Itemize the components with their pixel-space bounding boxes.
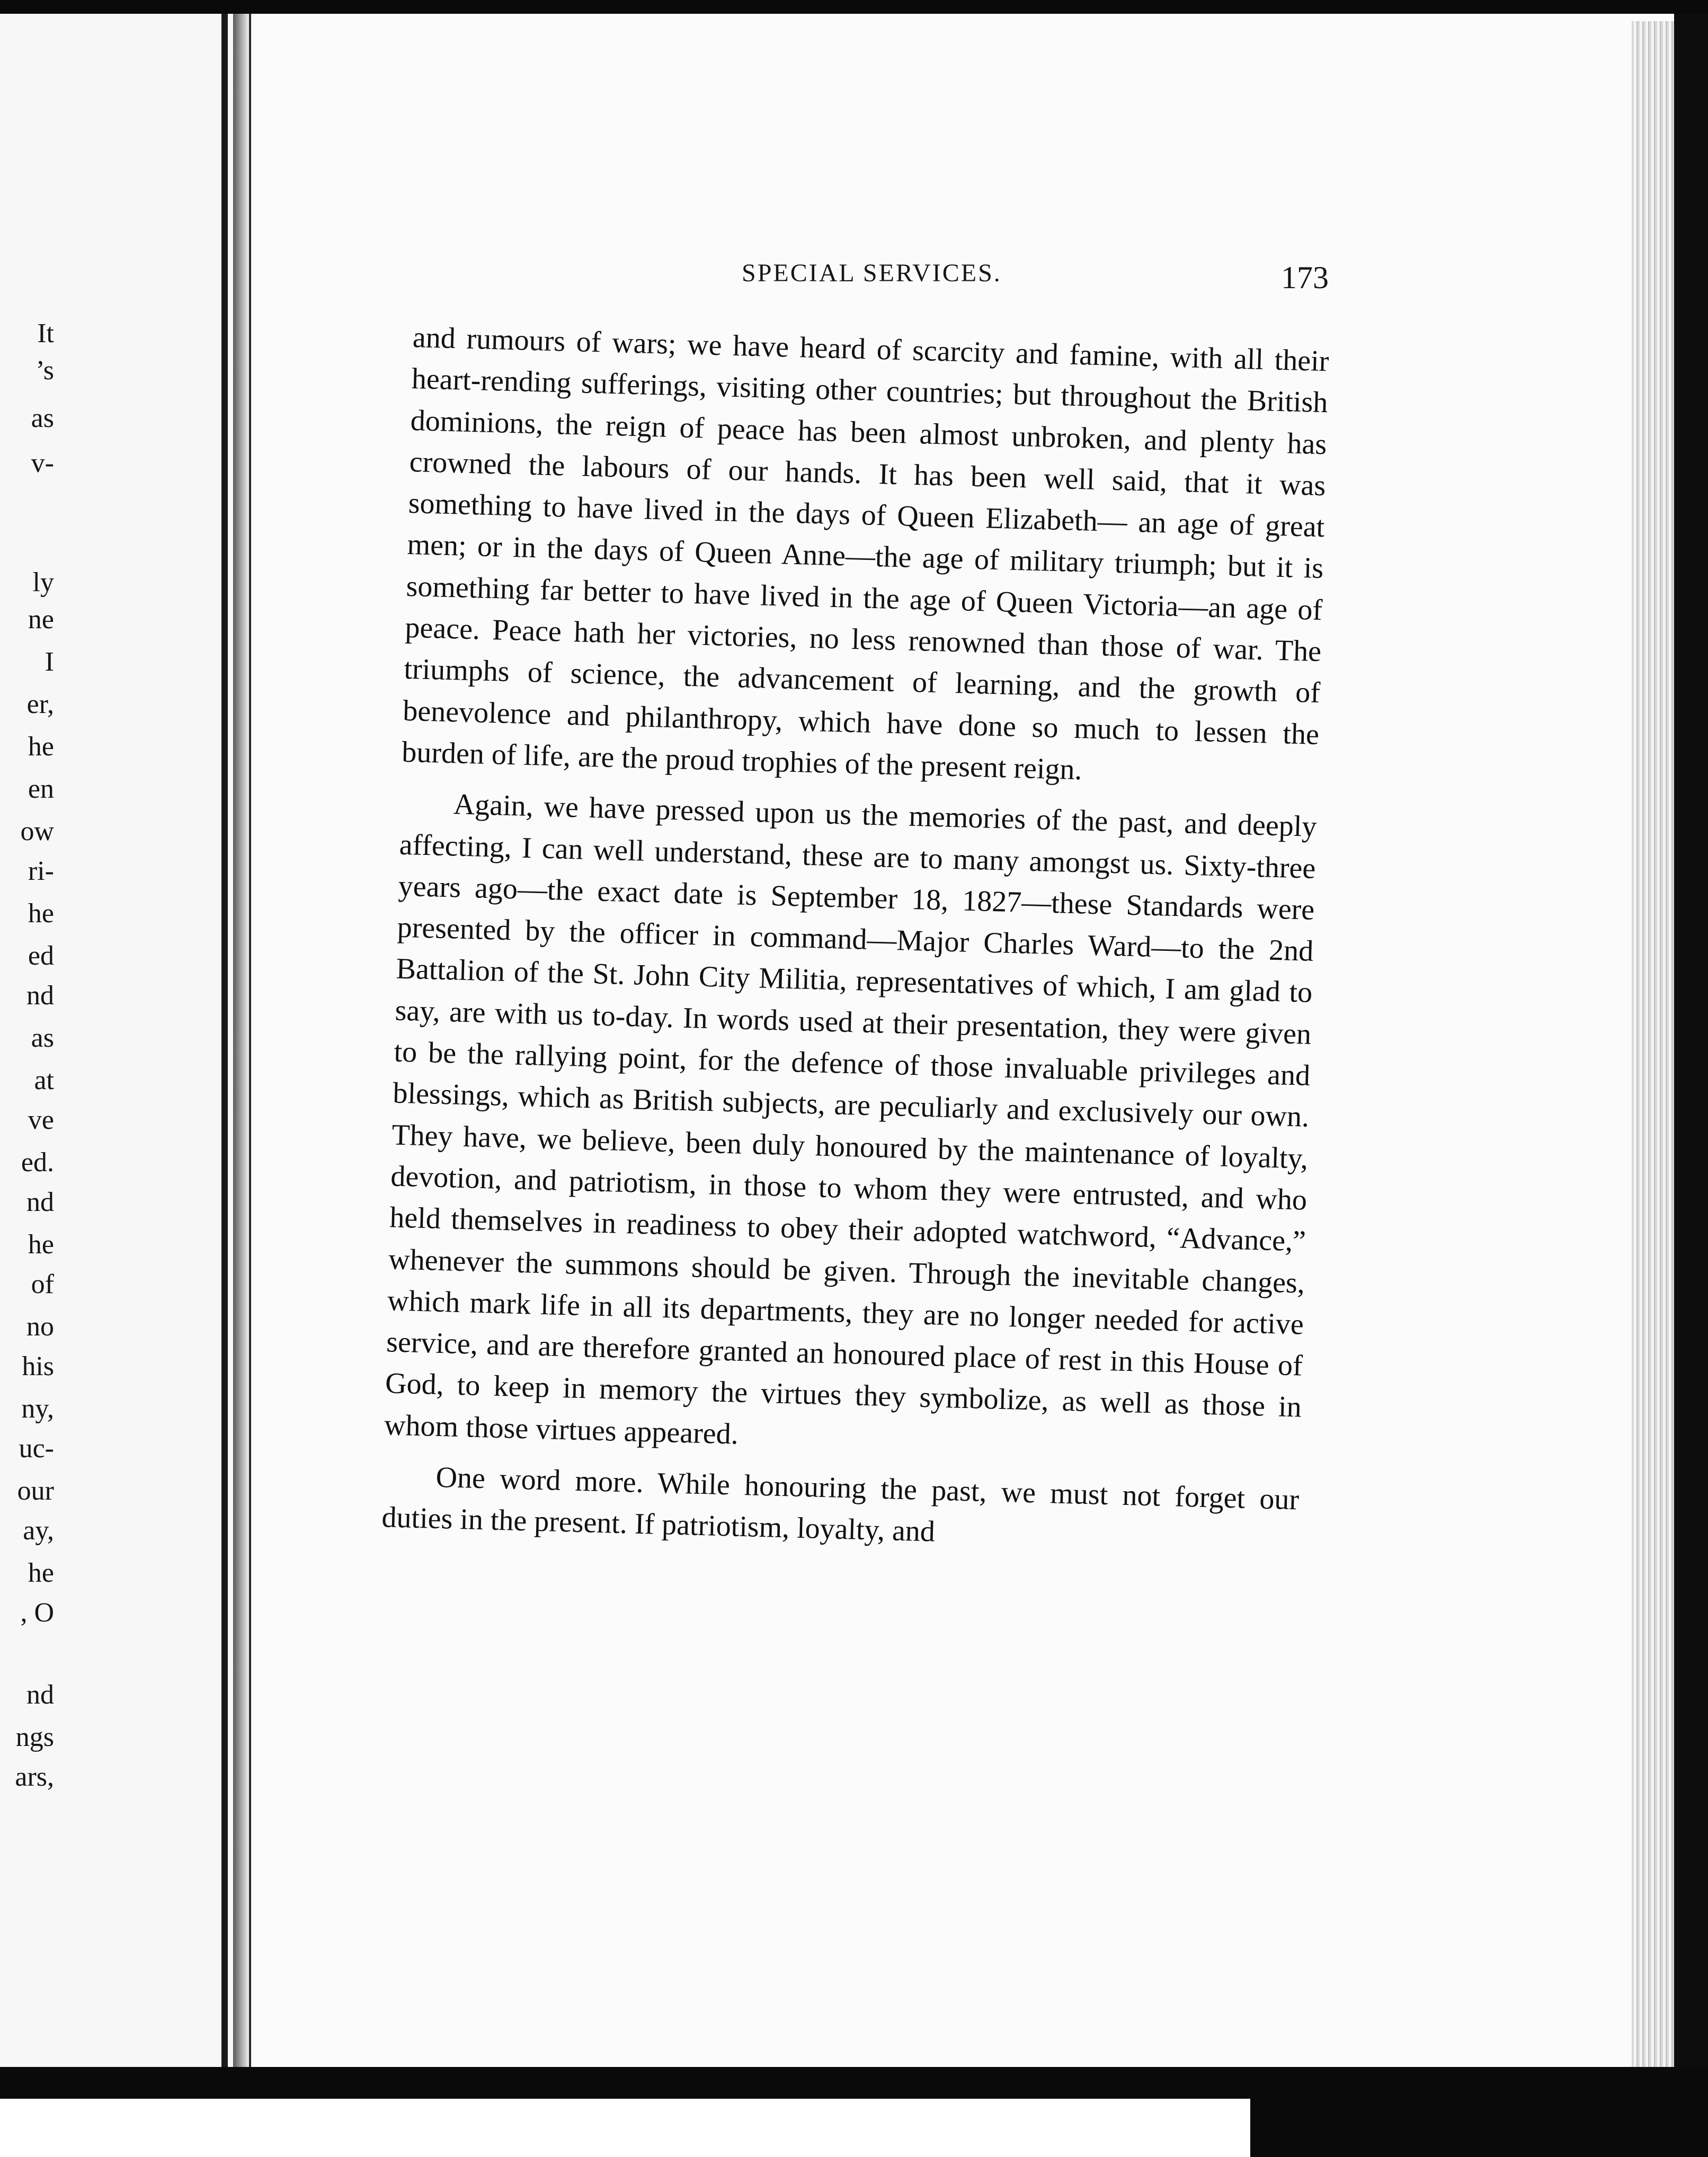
left-fragment: ’s <box>35 355 54 386</box>
left-fragment: at <box>34 1065 54 1095</box>
left-fragment: nd <box>26 981 54 1011</box>
left-fragment: ly <box>32 567 54 598</box>
left-fragment: v- <box>31 448 54 478</box>
left-fragment: as <box>31 403 54 433</box>
left-fragment: er, <box>26 689 54 719</box>
left-fragment: he <box>28 898 54 929</box>
left-fragment: ars, <box>15 1762 54 1792</box>
left-fragment: nd <box>26 1187 54 1217</box>
left-fragment: he <box>28 732 54 762</box>
paragraph: Again, we have pressed upon us the memories of the past, and deeply affecting, I can well understand, these are to many amongst us. Sixty-three years ago—the exact date is September 18, 1827—these Standards were presented by the officer in command—Major Charles Ward—to the 2nd Battalion of the St. John City Militia, representatives of which, I am glad to say, are with us to-day. In words used at their presentation, they were given to be the rallying point, for the defence of those invaluable privileges and blessings, which as British subjects, are peculiarly and exclusively our own. They have, we believe, been duly honoured by the maintenance of loyalty, devotion, and patriotism, in those to whom they were entrusted, and who held themselves in readiness to obey their adopted watchword, “Advance,” whenever the summons should be given. Through the inevitable changes, which mark life in all its departments, they are no longer needed for active service, and are therefore granted an honoured place of rest in this House of God, to keep in memory the virtues they symbolize, as well as those in whom those virtues appeared. <box>384 788 1318 1451</box>
left-fragment: our <box>17 1476 54 1506</box>
page-number: 173 <box>1281 260 1329 295</box>
left-fragment: ow <box>20 816 54 846</box>
scan-top-border <box>0 0 1708 14</box>
left-fragment: I <box>45 647 54 677</box>
gutter-shadow <box>233 14 249 2067</box>
left-fragment: en <box>28 774 54 804</box>
left-fragment: of <box>31 1269 54 1299</box>
left-fragment: ny, <box>21 1394 54 1424</box>
left-fragment: ngs <box>15 1722 54 1752</box>
left-fragment: nd <box>26 1680 54 1710</box>
scan-bottom-right-corner <box>1250 2099 1708 2157</box>
scan-right-border <box>1674 14 1708 2067</box>
left-fragment: ne <box>28 604 54 635</box>
left-fragment: his <box>22 1351 54 1381</box>
left-fragment: , O <box>20 1598 54 1628</box>
left-fragment: uc- <box>19 1433 54 1464</box>
left-fragment: ed. <box>21 1147 54 1178</box>
left-fragment: ay, <box>23 1516 54 1546</box>
paragraph: and rumours of wars; we have heard of scarcity and famine, with all their heart-rending sufferings, visiting other countries; but throughout the British dominions, the reign of peace has been almost unbroken, and plenty has crowned the labours of our hands. It has been well said, that it was something to have lived in the days of Queen Elizabeth— an age of great men; or in the days of Queen Anne—the age of military triumph; but it is something far better to have lived in the age of Queen Victoria—an age of peace. Peace hath her victories, no less renowned than those of war. The triumphs of science, the advancement of learning, and the growth of benevolence and philanthropy, which have done so much to lessen the burden of life, are the proud trophies of the present reign. <box>401 320 1330 787</box>
scan-bottom-margin <box>0 2099 1250 2157</box>
left-fragment: ed <box>28 941 54 971</box>
paragraph: One word more. While honouring the past, we must not forget our duties in the present. If patriotism, loyalty, and <box>381 1460 1300 1548</box>
left-fragment: as <box>31 1023 54 1053</box>
left-page-edge <box>221 14 228 2067</box>
page-stack-edges <box>1632 21 1674 2067</box>
left-fragment: no <box>26 1312 54 1342</box>
left-fragment: he <box>28 1229 54 1260</box>
left-fragment: ri- <box>28 856 54 886</box>
left-fragment: It <box>37 318 54 349</box>
left-fragment: ve <box>28 1105 54 1135</box>
page-body <box>381 317 1329 1572</box>
running-header: SPECIAL SERVICES. <box>742 259 1002 287</box>
scan-bottom-border <box>0 2067 1708 2099</box>
left-fragment: he <box>28 1558 54 1588</box>
